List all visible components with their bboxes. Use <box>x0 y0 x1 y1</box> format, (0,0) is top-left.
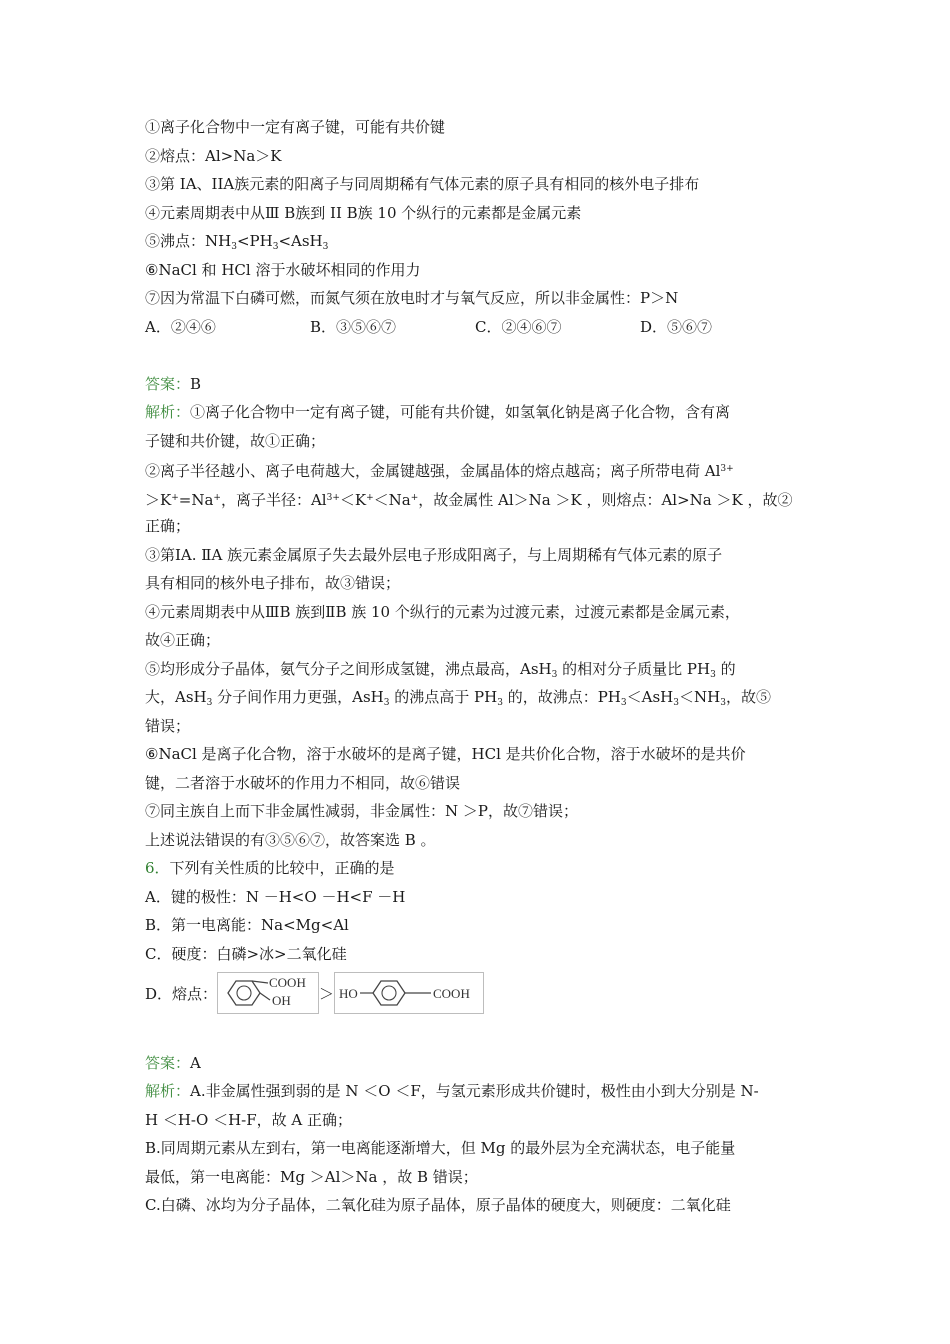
q5-analysis-8: 上述说法错误的有③⑤⑥⑦，故答案选 B 。 <box>145 830 436 849</box>
q5-analysis-3a: ③第ⅠA. ⅡA 族元素金属原子失去最外层电子形成阳离子，与上周期稀有气体元素的原子 <box>145 545 723 564</box>
q5-analysis-6b: 键，二者溶于水破坏的作用力不相同，故⑥错误 <box>145 773 461 792</box>
document-content <box>145 113 810 1220</box>
q5-analysis-4b: 故④正确； <box>145 631 221 649</box>
statement-5: ⑤沸点：$NH_3<PH_3<AsH_3$ <box>145 232 329 252</box>
svg-text:OH: OH <box>272 993 291 1008</box>
q6-number: 6． <box>145 859 170 877</box>
q5-analysis-2b: ＞K+=Na+，离子半径：$Al^{3+}<K^+<Na^+$，故金属性 Al＞Na ＞K ，则熔点：Al>Na ＞K ，故② <box>145 490 793 509</box>
q5-option-a: A．②④⑥ <box>145 317 216 336</box>
q5-analysis-5c: 错误； <box>145 716 191 735</box>
ortho-hydroxybenzoic-acid-icon <box>218 973 318 1013</box>
q5-options <box>145 313 810 342</box>
q6-option-a: A．键的极性：N －H<O －H<F －H <box>145 887 406 906</box>
q6-option-c: C．硬度：白磷>冰>二氧化硅 <box>145 944 347 963</box>
svg-text:HO: HO <box>339 986 358 1001</box>
statement-4: ④元素周期表中从Ⅲ B族到 II B族 10 个纵行的元素都是金属元素 <box>145 203 582 222</box>
statement-7: ⑦因为常温下白磷可燃，而氮气须在放电时才与氧气反应，所以非金属性：P＞N <box>145 289 679 307</box>
q6-analysis-a2: H ＜H-O ＜H-F，故 A 正确； <box>145 1110 352 1129</box>
q5-analysis-4a: ④元素周期表中从ⅢB 族到ⅡB 族 10 个纵行的元素为过渡元素，过渡元素都是金属元素， <box>145 602 740 621</box>
q5-analysis-7: ⑦同主族自上而下非金属性减弱，非金属性：N ＞P，故⑦错误； <box>145 802 578 820</box>
q5-analysis-2a: ②离子半径越小、离子电荷越大，金属键越强，金属晶体的熔点越高；离子所带电荷 $Al^{3+}$ <box>145 462 734 480</box>
q6-analysis-b2: 最低，第一电离能：Mg ＞Al＞Na ，故 B 错误； <box>145 1167 478 1186</box>
statement-1: ①离子化合物中一定有离子键，可能有共价键 <box>145 118 446 136</box>
q5-analysis-1b: 子键和共价键，故①正确； <box>145 431 326 450</box>
salicylic-acid-structure <box>217 972 319 1014</box>
q5-analysis-5b: 大，AsH$_3$ 分子间作用力更强，AsH$_3$ 的沸点高于 $PH_3$ 的，故沸点：$PH_3<AsH_3<NH_3$，故⑤ <box>145 688 771 708</box>
q6-answer: 答案：A <box>145 1053 201 1072</box>
q5-answer: 答案：B <box>145 374 202 393</box>
q6-analysis-a1: 解析：A.非金属性强到弱的是 N ＜O ＜F，与氢元素形成共价键时，极性由小到大分别是 N- <box>145 1082 759 1100</box>
q6-analysis-b1: B.同周期元素从左到右，第一电离能逐渐增大，但 Mg 的最外层为全充满状态，电子能量 <box>145 1139 736 1157</box>
q5-analysis-5a: ⑤均形成分子晶体，氨气分子之间形成氢键，沸点最高，AsH$_3$ 的相对分子质量比 $PH_3$ 的 <box>145 659 736 680</box>
q5-analysis-2c: 正确； <box>145 517 191 535</box>
q6-analysis-c1: C.白磷、冰均为分子晶体，二氧化硅为原子晶体，原子晶体的硬度大，则硬度：二氧化硅 <box>145 1196 731 1214</box>
para-hydroxybenzoic-acid-icon <box>335 973 483 1013</box>
q6-stem: 6．下列有关性质的比较中，正确的是 <box>145 859 395 877</box>
q5-analysis-6a: ⑥NaCl 是离子化合物，溶于水破坏的是离子键，HCl 是共价化合物，溶于水破坏的是共价 <box>145 745 746 763</box>
q5-analysis-3b: 具有相同的核外电子排布，故③错误； <box>145 574 401 592</box>
q6-option-d: D．熔点： COOH OH ＞ HO COOH <box>145 970 810 1016</box>
q5-option-c: C．②④⑥⑦ <box>475 317 562 336</box>
q6-option-b: B．第一电离能：Na<Mg<Al <box>145 916 349 934</box>
statement-6: ⑥NaCl 和 HCl 溶于水破坏相同的作用力 <box>145 260 421 279</box>
statement-2: ②熔点：Al>Na＞K <box>145 146 282 165</box>
svg-text:COOH: COOH <box>269 975 306 990</box>
q5-option-b: B．③⑤⑥⑦ <box>310 317 397 336</box>
q5-analysis-1a: 解析：①离子化合物中一定有离子键，可能有共价键，如氢氧化钠是离子化合物，含有离 <box>145 403 731 421</box>
q5-option-d: D．⑤⑥⑦ <box>640 317 713 336</box>
svg-text:COOH: COOH <box>433 986 470 1001</box>
para-hydroxybenzoic-acid-structure <box>334 972 484 1014</box>
statement-3: ③第 IA、IIA族元素的阳离子与同周期稀有气体元素的原子具有相同的核外电子排布 <box>145 175 700 193</box>
